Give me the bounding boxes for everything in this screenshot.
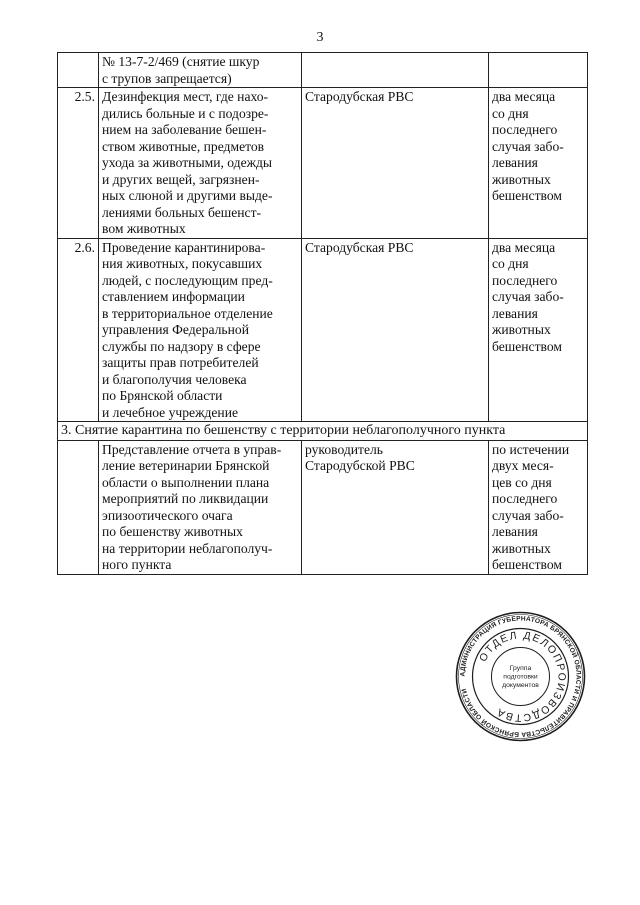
stamp-inner-text: ОТДЕЛ ДЕЛОПРОИЗВОДСТВА [477, 629, 568, 724]
official-stamp [455, 611, 586, 742]
measure-description: № 13-7-2/469 (снятие шкур с трупов запрещается) [99, 53, 302, 88]
page-number: 3 [316, 30, 324, 45]
measure-description: Дезинфекция мест, где нахо- дились больные и с подозре- нием на заболевание бешен- ством животные, предметов ухода за животными, одежды и других вещей, загрязнен- ных слюной и другими выде- лениями больных бешенст- вом животных [99, 88, 302, 239]
measure-description: Проведение карантинирова- ния животных, покусавших людей, с последующим пред- ставлением информации в территориальное отделение управления Федеральной службы по надзору в сфере защиты прав потребителей и благополучия человека по Брянской области и лечебное учреждение [99, 238, 302, 422]
stamp-outer-text: АДМИНИСТРАЦИЯ ГУБЕРНАТОРА БРЯНСКОЙ ОБЛАСТИ И ПРАВИТЕЛЬСТВА БРЯНСКОЙ ОБЛАСТИ [459, 615, 582, 738]
table-row [58, 88, 588, 239]
stamp-center-line: подготовки [503, 673, 538, 681]
responsible-cell: руководитель Стародубской РВС [302, 440, 489, 574]
term-cell: два месяца со дня последнего случая забо- левания животных бешенством [489, 238, 588, 422]
table-row [58, 440, 588, 574]
measure-description: Представление отчета в управ- ление ветеринарии Брянской области о выполнении плана мероприятий по ликвидации эпизоотического очага по бешенству животных на территории неблагополуч- ного пункта [99, 440, 302, 574]
table-row [58, 238, 588, 422]
table-row [58, 53, 588, 88]
term-cell [489, 53, 588, 88]
row-number [58, 53, 99, 88]
section-header-row [58, 422, 588, 441]
row-number: 2.6. [58, 238, 99, 422]
responsible-cell: Стародубская РВС [302, 238, 489, 422]
responsible-cell: Стародубская РВС [302, 88, 489, 239]
section-title: 3. Снятие карантина по бешенству с территории неблагополучного пункта [58, 422, 588, 441]
row-number [58, 440, 99, 574]
term-cell: по истечении двух меся- цев со дня последнего случая забо- левания животных бешенством [489, 440, 588, 574]
term-cell: два месяца со дня последнего случая забо- левания животных бешенством [489, 88, 588, 239]
stamp-center-line: документов [502, 682, 539, 689]
responsible-cell [302, 53, 489, 88]
stamp-center-line: Группа [509, 665, 532, 672]
measures-table [57, 52, 588, 575]
row-number: 2.5. [58, 88, 99, 239]
